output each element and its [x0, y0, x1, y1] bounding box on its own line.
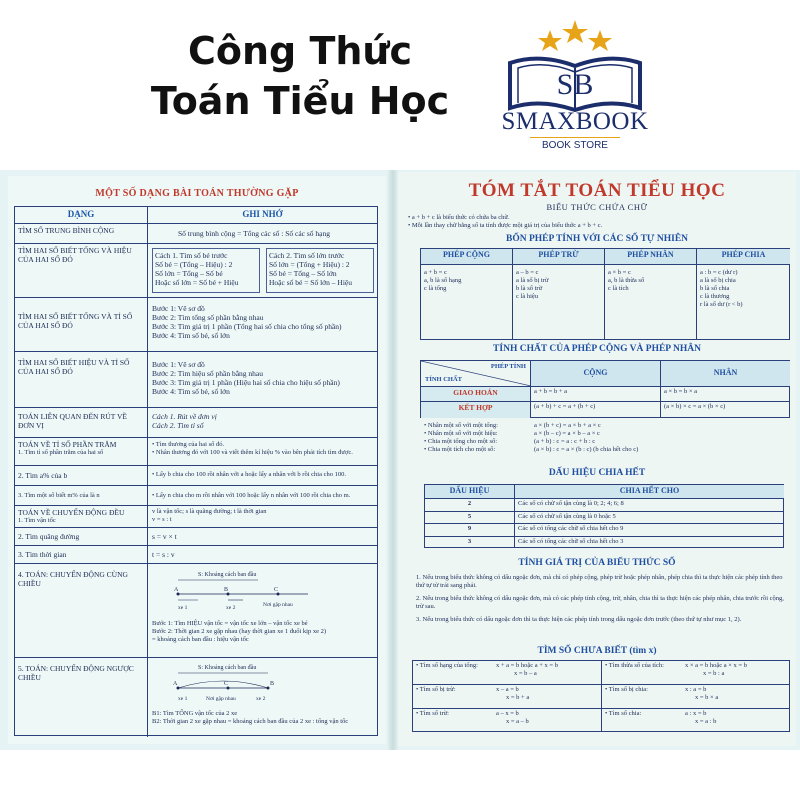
row-line: Bước 3: Tìm giá trị 1 phần (Hiệu hai số chia cho hiệu số phần): [152, 378, 340, 387]
banner-header: [0, 0, 800, 170]
row-title: TÌM HAI SỐ BIẾT HIỆU VÀ TỈ SỐ CỦA HAI SỐ ĐÓ: [18, 358, 130, 376]
expression-notes: [408, 214, 792, 230]
col-header-ghinho: GHI NHỚ: [242, 209, 283, 219]
svg-text:C: C: [274, 587, 279, 593]
row-title: 2. Tìm quãng đường: [18, 532, 80, 541]
prop-name: KẾT HỢP: [421, 402, 531, 418]
right-subtitle: BIỂU THỨC CHỨA CHỮ: [546, 202, 648, 212]
svg-text:B: B: [270, 681, 275, 687]
col-header-dang: DẠNG: [15, 207, 148, 223]
note-line: • Mỗi lần thay chữ bằng số ta tính được một giá trị của biểu thức a + b + c.: [408, 222, 603, 229]
row-title: TÌM HAI SỐ BIẾT TỔNG VÀ TỈ SỐ CỦA HAI SỐ ĐÓ: [18, 312, 133, 330]
section-div-title: DẤU HIỆU CHIA HẾT: [548, 468, 646, 478]
table-row: [15, 223, 377, 243]
col-header-mul: PHÉP NHÂN: [605, 249, 697, 265]
op-cell: a + b = c a, b là số hạng c là tổng: [421, 265, 513, 340]
svg-text:A: A: [174, 587, 179, 593]
x-cell: • Tìm số trừ: a – x = b x = a – b: [413, 709, 602, 732]
col-header-mul: NHÂN: [661, 361, 790, 387]
row-title: TOÁN LIÊN QUAN ĐẾN RÚT VỀ ĐƠN VỊ: [18, 412, 127, 430]
row-title: TOÁN VỀ TỈ SỐ PHẦN TRĂM: [18, 440, 117, 449]
row-line: Cách 2. Tìm số lớn trước: [269, 251, 345, 260]
col-header-div: PHÉP CHIA: [697, 249, 790, 265]
row-line: t = s : v: [152, 550, 175, 559]
col-header-add: CỘNG: [531, 361, 661, 387]
find-x-table: [412, 660, 790, 732]
table-row: [15, 407, 377, 437]
x-cell: • Tìm số hạng của tổng: x + a = b hoặc a + x = b x = b – a: [413, 661, 602, 685]
x-cell: • Tìm số chia: a : x = b x = a : b: [605, 710, 717, 725]
row-line: = khoảng cách ban đầu : hiệu vận tốc: [152, 636, 249, 643]
page-fold: [388, 170, 398, 750]
section-x-title: TÌM SỐ CHƯA BIẾT (tìm x): [537, 646, 657, 656]
svg-text:C: C: [224, 681, 229, 687]
row-line: Bước 1: Tìm HIỆU vận tốc = vận tốc xe lớn – vận tốc xe bé: [152, 620, 308, 627]
properties-table: [420, 360, 790, 418]
row-line: Bước 2: Thời gian 2 xe gặp nhau (hay thời gian xe 1 đuổi kịp xe 2): [152, 628, 327, 635]
col-header-sub: PHÉP TRỪ: [513, 249, 605, 265]
div-rule: Các số có tổng các chữ số chia hết cho 3: [518, 537, 624, 545]
svg-text:S: Khoảng cách ban đầu: S: Khoảng cách ban đầu: [198, 665, 257, 671]
row-line: Bước 1: Vẽ sơ đồ: [152, 360, 205, 369]
svg-text:Nơi gặp nhau: Nơi gặp nhau: [206, 696, 236, 702]
prop-cell: (a × b) × c = a × (b × c): [664, 403, 726, 410]
operations-table: [420, 248, 790, 340]
row-line: • Lấy b chia cho 100 rồi nhân với a hoặc lấy a nhân với b rồi chia cho 100.: [152, 471, 346, 478]
div-rule: Các số có chữ số tận cùng là 0; 2; 4; 6; 8: [515, 499, 784, 512]
table-row: [15, 545, 377, 563]
div-number: 3: [425, 537, 515, 549]
table-row: [15, 437, 377, 465]
table-row: [15, 563, 377, 657]
prop-name: GIAO HOÁN: [421, 387, 531, 402]
formula-poster: [0, 170, 800, 750]
table-row: [15, 297, 377, 351]
row-sub: 1. Tìm vận tốc: [18, 517, 56, 524]
right-title: TÓM TẮT TOÁN TIỂU HỌC: [468, 180, 726, 201]
row-line: Hoặc số bé = Số lớn – Hiệu: [269, 278, 352, 287]
row-title: 2. Tìm a% của b: [18, 471, 68, 480]
row-title: 3. Tìm một số biết m% của là n: [18, 492, 100, 499]
svg-text:xe 1: xe 1: [178, 696, 188, 702]
row-line: Bước 3: Tìm giá trị 1 phần (Tổng hai số chia cho tổng số phần): [152, 322, 342, 331]
same-direction-diagram: [158, 566, 384, 616]
banner-title: [130, 26, 470, 126]
op-cell: a – b = c a là số bị trừ b là số trừ c là hiệu: [513, 265, 605, 340]
left-heading: MỘT SỐ DẠNG BÀI TOÁN THƯỜNG GẶP: [95, 188, 299, 199]
row-line: Bước 2: Tìm hiệu số phần bằng nhau: [152, 369, 264, 378]
section-eval-title: TÍNH GIÁ TRỊ CỦA BIỂU THỨC SỐ: [518, 558, 676, 568]
eval-rule: 3. Nếu trong biểu thức có dấu ngoặc đơn thì ta thực hiện các phép tính trong dấu ngoặc đơn trước (theo thứ tự như mục 1, 2).: [416, 616, 742, 623]
op-cell: a : b = c (dư r) a là số bị chia b là số chia c là thương r là số dư (r < b): [700, 269, 743, 308]
row-line: • Lấy n chia cho m rồi nhân với 100 hoặc lấy n nhân với 100 rồi chia cho m.: [152, 492, 351, 499]
row-line: B2: Thời gian 2 xe gặp nhau = khoảng cách ban đầu của 2 xe : tổng vận tốc: [152, 718, 349, 725]
eval-rule: 2. Nếu trong biểu thức không có dấu ngoặc đơn, mà có các phép tính cộng, trừ, nhân, chia thì ta thực hiện các phép nhân, chia trước rồi cộng, trừ sau.: [416, 595, 784, 610]
row-line: Bước 1: Vẽ sơ đồ: [152, 304, 205, 313]
row-line: Số bé = Tổng – Số lớn: [269, 269, 337, 278]
table-header-row: [15, 207, 377, 223]
banner-title-line-1: Công Thức: [187, 29, 413, 73]
row-line: Số trung bình cộng = Tổng các số : Số các số hạng: [178, 229, 330, 238]
section-props-title: TÍNH CHẤT CỦA PHÉP CỘNG VÀ PHÉP NHÂN: [493, 344, 701, 354]
diagram-label: S: Khoảng cách ban đầu: [198, 572, 257, 578]
divisibility-table: [424, 484, 784, 548]
row-line: B1: Tìm TỔNG vận tốc của 2 xe: [152, 710, 238, 717]
table-row: [15, 527, 377, 545]
row-line: Hoặc số lớn = Số bé + Hiệu: [155, 278, 239, 287]
case-2-box: [266, 248, 374, 293]
table-row: [15, 485, 377, 505]
star-icon: [588, 30, 612, 51]
svg-text:A: A: [173, 681, 178, 687]
row-line: Số lớn = (Tổng + Hiệu) : 2: [269, 260, 350, 269]
row-title: TÌM HAI SỐ BIẾT TỔNG VÀ HIỆU CỦA HAI SỐ ĐÓ: [18, 246, 132, 264]
svg-text:xe 2: xe 2: [226, 605, 236, 611]
prop-cell: a × b = b × a: [661, 387, 790, 402]
problem-types-table: [14, 206, 378, 736]
col-header-add: PHÉP CỘNG: [421, 249, 513, 265]
eval-rule: 1. Nếu trong biểu thức không có dấu ngoặc đơn, mà chỉ có phép cộng, phép trừ hoặc phép nhân, phép chia thì ta thực hiện các phép tính theo thứ tự từ trái sang phải.: [416, 574, 783, 589]
col-header-sign: DẤU HIỆU: [425, 485, 515, 499]
opposite-direction-diagram: [158, 660, 384, 706]
brand-name: SMAXBOOK: [501, 108, 649, 135]
evaluation-rules: [416, 574, 788, 624]
x-cell: • Tìm số bị trừ: x – a = b x = b + a: [413, 685, 602, 709]
svg-text:xe 1: xe 1: [178, 605, 188, 611]
row-line: Số bé = (Tổng – Hiệu) : 2: [155, 260, 233, 269]
div-number: 9: [425, 524, 515, 537]
row-line: v = s : t: [152, 516, 172, 523]
div-rule: Các số có tổng các chữ số chia hết cho 9: [515, 524, 784, 537]
property-notes: • Nhân một số với một tổng: a × (b + c) = a × b + a × c • Nhân một số với một hiệu: a × (b – c) = a × b – a × c • Chia một tổng cho một số: (a + b) : c = a : c + b : c • Chia một tích cho một số: (a × b) : c = a × (b : c) (b chia hết cho c): [424, 422, 639, 453]
row-line: s = v × t: [152, 532, 177, 541]
op-cell: a × b = c a, b là thừa số c là tích: [605, 265, 697, 340]
table-row: [15, 657, 377, 737]
x-cell: • Tìm thừa số của tích: x × a = b hoặc a × x = b x = b : a: [602, 661, 790, 685]
banner-title-line-2: Toán Tiểu Học: [150, 79, 450, 123]
row-title: TÌM SỐ TRUNG BÌNH CỘNG: [18, 226, 115, 235]
div-number: 2: [425, 499, 515, 512]
corner-cell: PHÉP TÍNH TÍNH CHẤT: [421, 361, 531, 387]
svg-text:Nơi gặp nhau: Nơi gặp nhau: [263, 602, 293, 608]
case-1-box: [152, 248, 260, 293]
section-ops-title: BỐN PHÉP TÍNH VỚI CÁC SỐ TỰ NHIÊN: [505, 234, 689, 244]
row-line: • Nhân thương đó với 100 và viết thêm kí hiệu % vào bên phải tích tìm được.: [152, 449, 353, 456]
row-line: Cách 1. Rút về đơn vị: [152, 412, 217, 421]
x-cell: • Tìm số bị chia: x : a = b x = b × a: [602, 685, 790, 709]
row-line: • Tìm thương của hai số đó.: [152, 441, 225, 448]
prop-cell: (a + b) + c = a + (b + c): [531, 402, 661, 418]
bottom-margin: [0, 750, 800, 800]
table-row: [15, 243, 377, 297]
row-title: 4. TOÁN: CHUYỂN ĐỘNG CÙNG CHIỀU: [18, 570, 128, 588]
table-row: [15, 351, 377, 407]
table-row: [15, 465, 377, 485]
svg-text:B: B: [224, 587, 229, 593]
star-icon: [562, 20, 588, 43]
row-line: Bước 2: Tìm tổng số phần bằng nhau: [152, 313, 264, 322]
brand-sub: BOOK STORE: [530, 137, 620, 155]
right-page: [398, 172, 796, 746]
row-line: Cách 2. Tìm tỉ số: [152, 421, 204, 430]
logo-initials: SB: [556, 68, 594, 101]
div-number: 5: [425, 512, 515, 525]
star-icon: [538, 30, 562, 51]
svg-text:xe 2: xe 2: [256, 696, 266, 702]
row-line: v là vận tốc; s là quãng đường; t là thời gian: [152, 508, 267, 515]
note-line: • a + b + c là biểu thức có chứa ba chữ.: [408, 214, 510, 221]
col-header-div: CHIA HẾT CHO: [515, 485, 784, 499]
table-row: [15, 505, 377, 527]
left-page: [8, 176, 386, 744]
row-sub: 1. Tìm tỉ số phần trăm của hai số: [18, 449, 104, 456]
row-title: 3. Tìm thời gian: [18, 550, 67, 559]
prop-cell: a + b = b + a: [531, 387, 661, 402]
row-title: TOÁN VỀ CHUYỂN ĐỘNG ĐỀU: [18, 508, 125, 517]
row-title: 5. TOÁN: CHUYỂN ĐỘNG NGƯỢC CHIỀU: [18, 664, 134, 682]
row-line: Bước 4: Tìm số bé, số lớn: [152, 387, 230, 396]
div-rule: Các số có chữ số tận cùng là 0 hoặc 5: [515, 512, 784, 525]
row-line: Số lớn = Tổng – Số bé: [155, 269, 223, 278]
row-line: Cách 1. Tìm số bé trước: [155, 251, 228, 260]
row-line: Bước 4: Tìm số bé, số lớn: [152, 331, 230, 340]
